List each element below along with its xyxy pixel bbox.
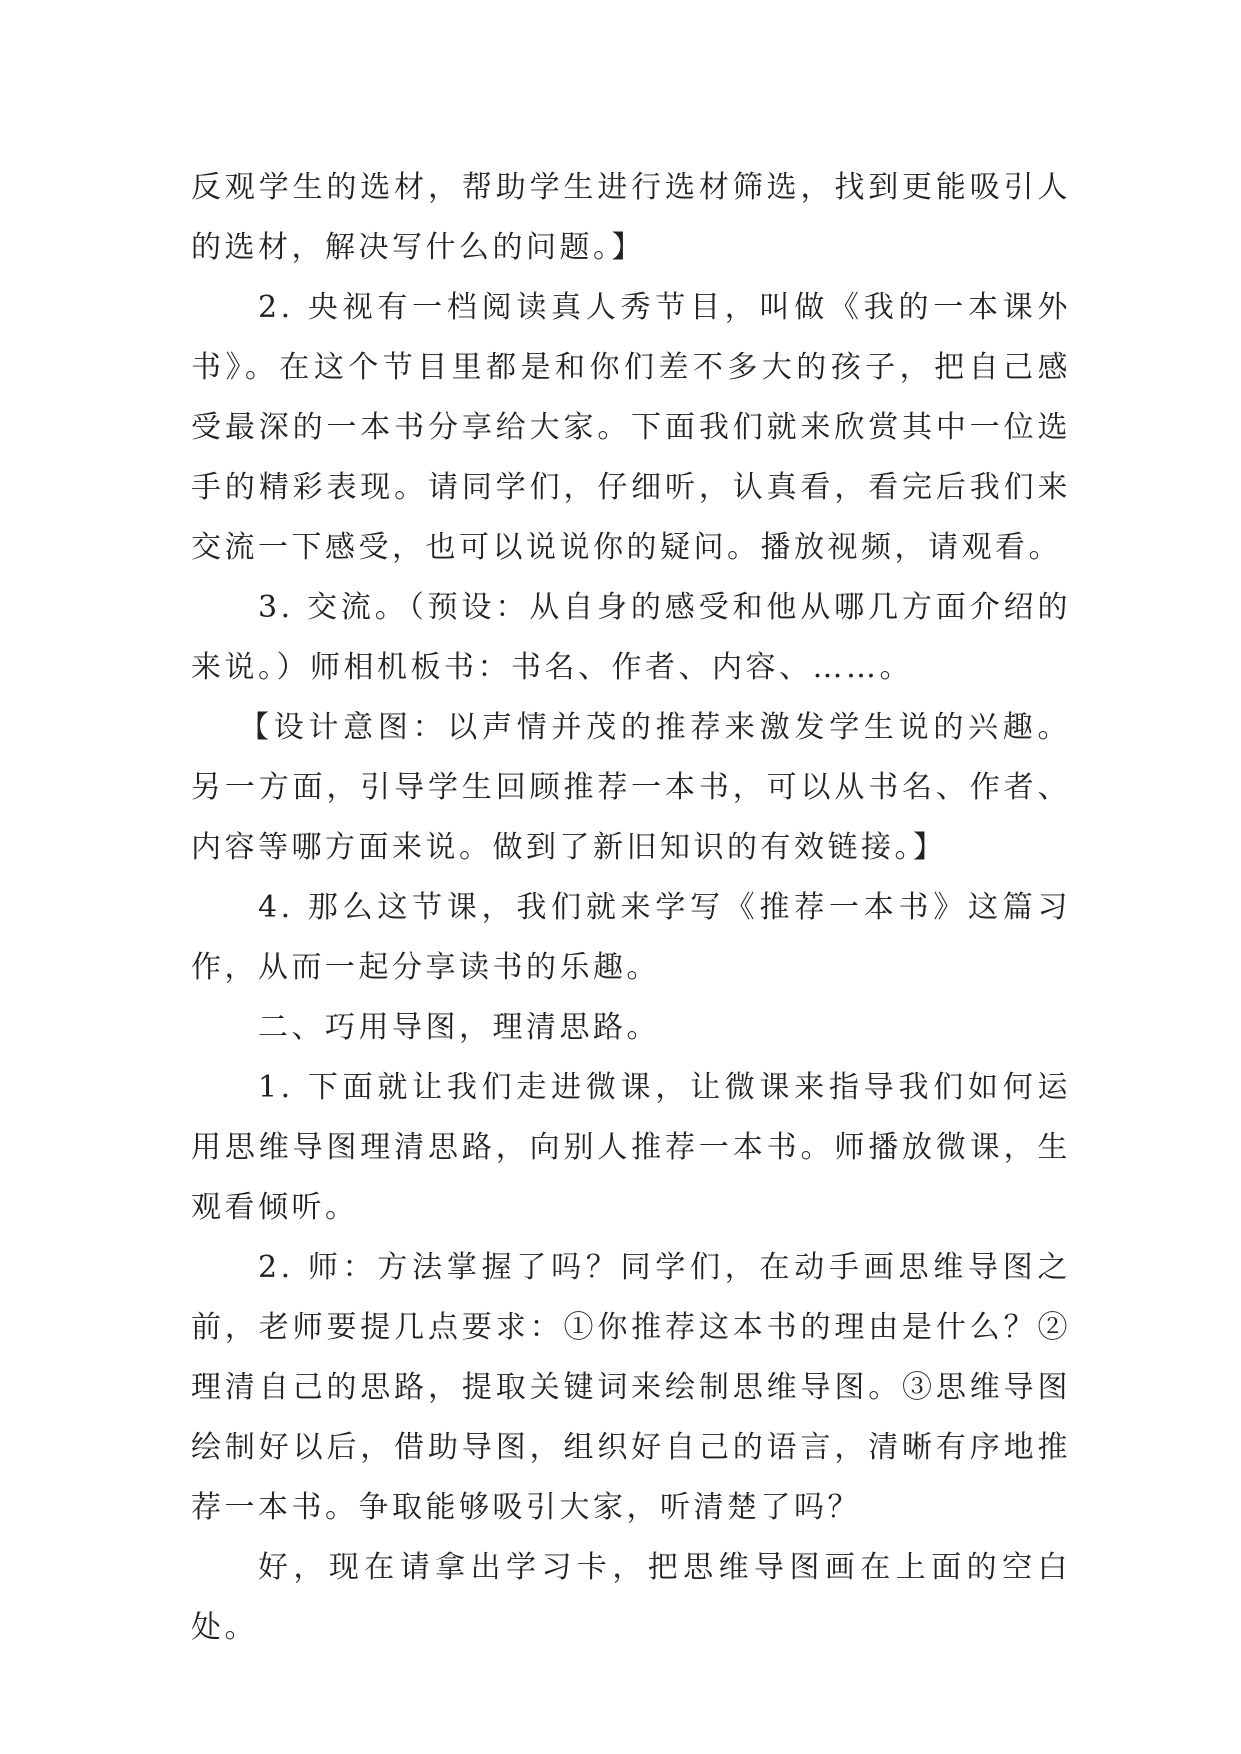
paragraph-section2-step-1: 1. 下面就让我们走进微课，让微课来指导我们如何运用思维导图理清思路，向别人推荐一本书。师播放微课，生观看倾听。: [191, 1070, 1071, 1225]
paragraph-step-3: 3. 交流。（预设：从自身的感受和他从哪几方面介绍的来说。）师相机板书：书名、作者、内容、……。: [191, 590, 1071, 685]
paragraph-section2-step-2: 2. 师：方法掌握了吗？同学们，在动手画思维导图之前，老师要提几点要求：①你推荐这本书的理由是什么？②理清自己的思路，提取关键词来绘制思维导图。③思维导图绘制好以后，借助导图，组织好自己的语言，清晰有序地推荐一本书。争取能够吸引大家，听清楚了吗？: [191, 1250, 1071, 1525]
section-heading: 二、巧用导图，理清思路。: [258, 1010, 660, 1045]
paragraph-step-4: 4. 那么这节课，我们就来学写《推荐一本书》这篇习作，从而一起分享读书的乐趣。: [191, 890, 1071, 985]
document-body: [191, 158, 1071, 1658]
paragraph-design-intent: 【设计意图：以声情并茂的推荐来激发学生说的兴趣。另一方面，引导学生回顾推荐一本书，可以从书名、作者、内容等哪方面来说。做到了新旧知识的有效链接。】: [191, 710, 1071, 865]
paragraph-closing: 好，现在请拿出学习卡，把思维导图画在上面的空白处。: [191, 1550, 1071, 1645]
paragraph-continuation: 反观学生的选材，帮助学生进行选材筛选，找到更能吸引人的选材，解决写什么的问题。】: [191, 170, 1071, 265]
paragraph-step-2: 2. 央视有一档阅读真人秀节目，叫做《我的一本课外书》。在这个节目里都是和你们差不多大的孩子，把自己感受最深的一本书分享给大家。下面我们就来欣赏其中一位选手的精彩表现。请同学们，仔细听，认真看，看完后我们来交流一下感受，也可以说说你的疑问。播放视频，请观看。: [191, 290, 1071, 565]
